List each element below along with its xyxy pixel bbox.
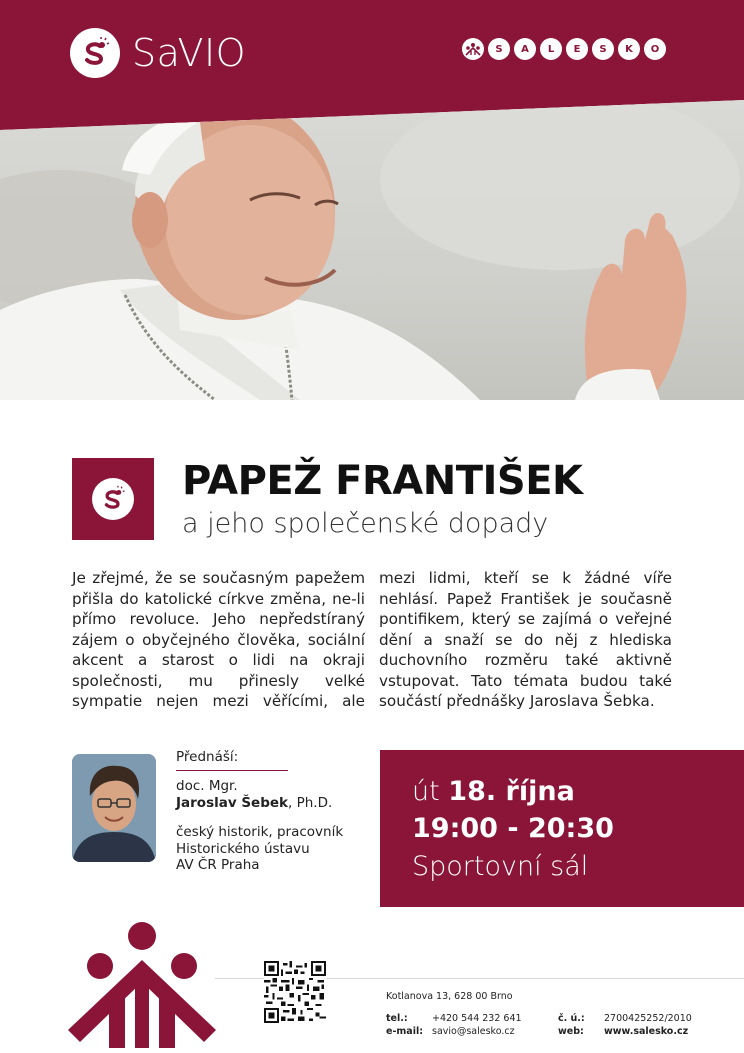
salesko-logo xyxy=(462,38,666,60)
event-day: út xyxy=(412,776,440,807)
speaker-description xyxy=(176,824,376,874)
salesko-letter: L xyxy=(540,38,562,60)
event-date xyxy=(412,776,575,807)
event-place: Sportovní sál xyxy=(412,851,589,882)
footer-account-label xyxy=(558,1013,585,1024)
event-description: Je zřejmé, že se současným papežem přišla do katolické církve změna, ne-li přímo revoluce. Jeho nepředstíraný zájem o obyčejného člověka, sociální akcent a starost o lidi na okraji společnosti, mu přinesly velké sympatie nejen mezi věřícími, ale mezi lidmi, kteří se k žádné víře nehlásí. Papež František je současně pontifikem, který se zajímá o veřejné dění a snaží se do něj z hlediska duchovního rozměru také aktivně vstupovat. Tato témata budou také součástí přednášky Jaroslava Šebka. xyxy=(72,569,672,710)
speaker-name-row xyxy=(176,795,332,811)
savio-logo-icon xyxy=(70,28,120,78)
salesko-people-icon xyxy=(462,38,484,60)
event-time: 19:00 - 20:30 xyxy=(412,813,614,844)
speaker-divider xyxy=(176,770,288,771)
speaker-name: Jaroslav Šebek xyxy=(176,795,289,811)
web-label: web: xyxy=(558,1026,584,1037)
footer-tel: +420 544 232 641 xyxy=(432,1013,522,1024)
salesko-letter: S xyxy=(488,38,510,60)
footer-address: Kotlanova 13, 628 00 Brno xyxy=(386,991,513,1002)
salesko-letter: E xyxy=(566,38,588,60)
salesko-letter: S xyxy=(592,38,614,60)
savio-logo-icon xyxy=(92,478,134,520)
footer-account: 2700425252/2010 xyxy=(604,1013,692,1024)
event-title: PAPEŽ FRANTIŠEK xyxy=(182,458,583,504)
footer-web-label xyxy=(558,1026,584,1037)
account-label: č. ú.: xyxy=(558,1013,585,1024)
qr-code-icon xyxy=(264,961,326,1023)
tel-label: tel.: xyxy=(386,1013,408,1024)
speaker-suffix: , Ph.D. xyxy=(288,795,333,811)
speaker-description-line: AV ČR Praha xyxy=(176,857,260,873)
speaker-photo xyxy=(72,754,156,862)
email-label: e-mail: xyxy=(386,1026,424,1037)
speaker-academic-title: doc. Mgr. xyxy=(176,778,238,794)
salesko-letter: O xyxy=(644,38,666,60)
footer-tel-label xyxy=(386,1013,408,1024)
event-subtitle: a jeho společenské dopady xyxy=(182,508,549,539)
web-link: www.salesko.cz xyxy=(604,1026,689,1037)
salesko-people-logo-icon xyxy=(62,918,222,1048)
savio-logo xyxy=(70,28,246,78)
footer-email: savio@salesko.cz xyxy=(432,1026,515,1037)
speaker-description-line: Historického ústavu xyxy=(176,840,310,857)
savio-brand-name: SaVIO xyxy=(132,31,247,75)
speaker-label: Přednáší: xyxy=(176,749,239,765)
event-details-box xyxy=(380,750,744,907)
salesko-letter: K xyxy=(618,38,640,60)
footer-web xyxy=(604,1026,688,1037)
pope-portrait-image xyxy=(0,100,744,400)
event-date-value: 18. října xyxy=(448,776,575,807)
salesko-letter: A xyxy=(514,38,536,60)
title-savio-logo xyxy=(72,458,154,540)
speaker-description-line: český historik, pracovník xyxy=(176,824,344,840)
footer-email-label xyxy=(386,1026,423,1037)
